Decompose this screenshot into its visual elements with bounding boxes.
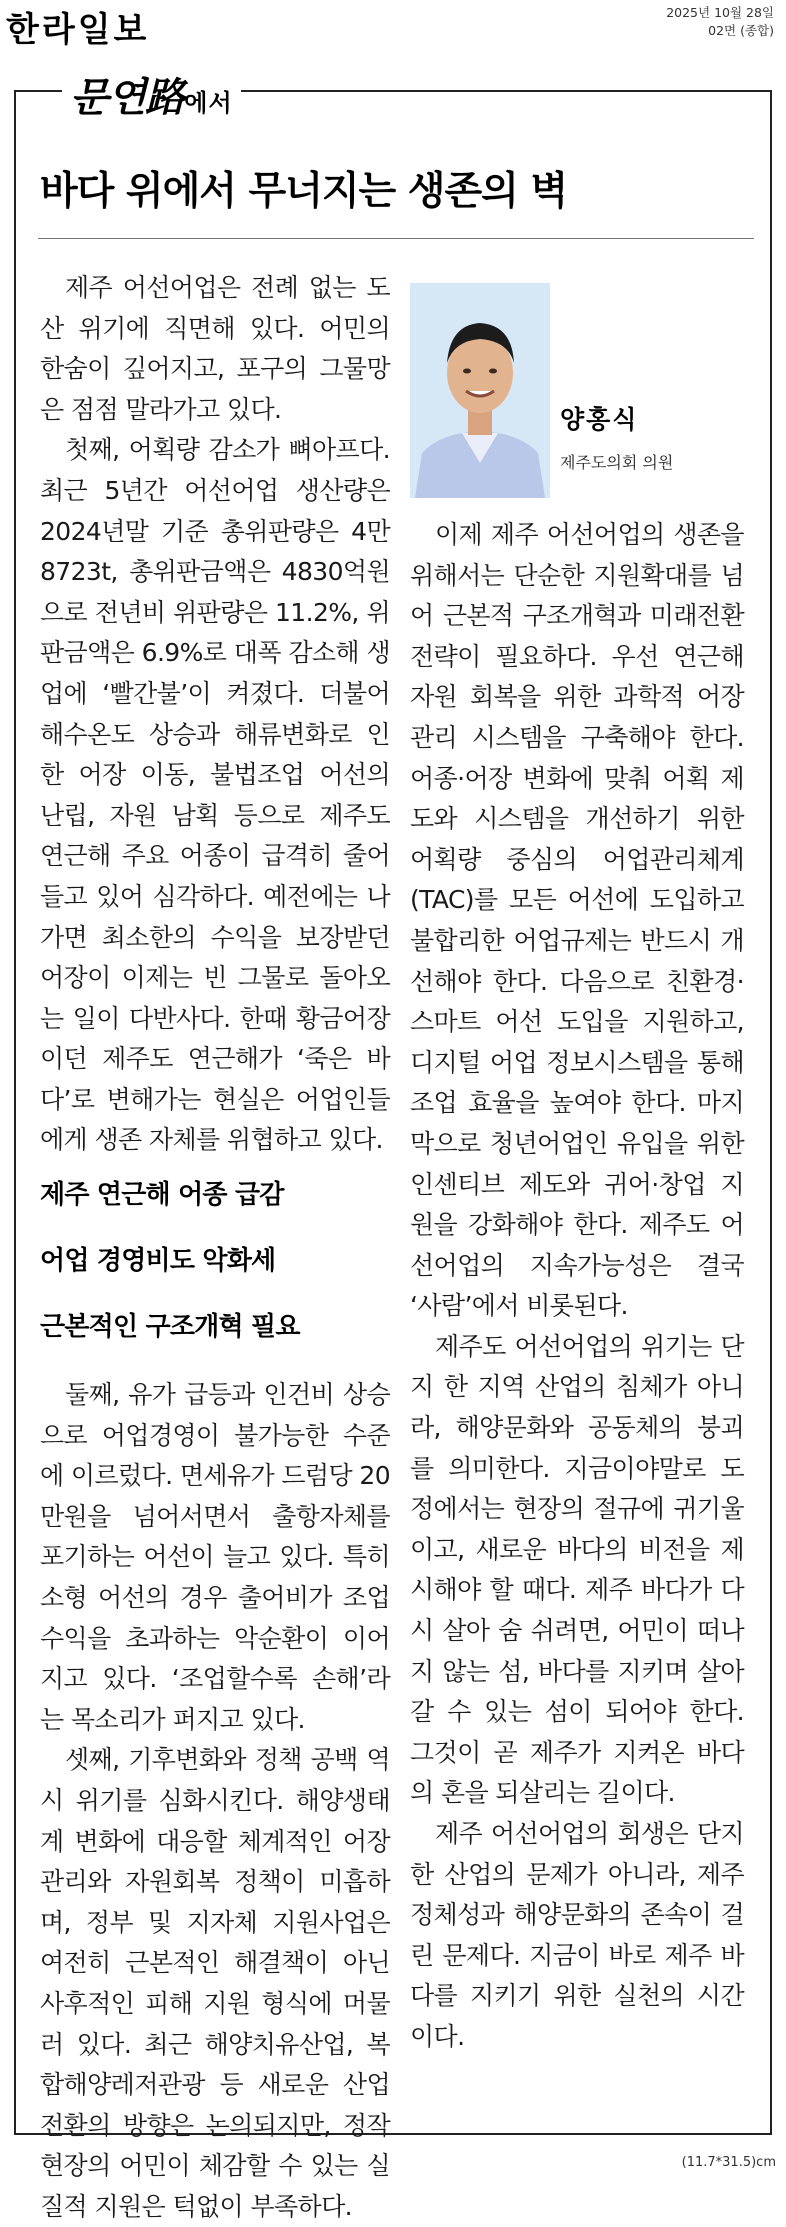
dateline bbox=[666, 4, 774, 40]
column-suffix: 에서 bbox=[184, 88, 233, 117]
paragraph: 둘째, 유가 급등과 인건비 상승으로 어업경영이 불가능한 수준에 이르렀다. 면세유가 드럼당 20만원을 넘어서면서 출항자체를 포기하는 어선이 늘고 있다. 특히 소형 어선의 경우 출어비가 조업 수익을 초과하는 악순환이 이어지고 있다. ‘조업할수록 손해’라는 목소리가 퍼지고 있다. bbox=[40, 1380, 390, 1734]
paragraph: 제주도 어선어업의 위기는 단지 한 지역 산업의 침체가 아니라, 해양문화와 공동체의 붕괴를 의미한다. 지금이야말로 도정에서는 현장의 절규에 귀기울이고, 새로운 바다의 비전을 제시해야 할 때다. 제주 바다가 다시 살아 숨 쉬려면, 어민이 떠나지 않는 섬, 바다를 지키며 살아갈 수 있는 섬이 되어야 한다. 그것이 곧 제주가 지켜온 바다의 혼을 되살리는 길이다. bbox=[410, 1331, 744, 1808]
subheadline: 근본적인 구조개혁 필요 bbox=[40, 1312, 300, 1342]
paragraph: 셋째, 기후변화와 정책 공백 역시 위기를 심화시킨다. 해양생태계 변화에 대응할 체계적인 어장관리와 자원회복 정책이 미흡하며, 정부 및 지자체 지원사업은 여전히 근본적인 해결책이 아닌 사후적인 피해 지원 형식에 머물러 있다. 최근 해양치유산업, 복합해양레저관광 등 새로운 산업 전환의 방향은 논의되지만, 정작 현장의 어민이 체감할 수 있는 실질적 지원은 턱없이 부족하다. bbox=[40, 1745, 390, 2221]
page-section: 02면 (종합) bbox=[708, 23, 774, 38]
paragraph: 제주 어선어업의 회생은 단지 한 산업의 문제가 아니라, 제주 정체성과 해양문화의 존속이 걸린 문제다. 지금이 바로 제주 바다를 지키기 위한 실천의 시간이다. bbox=[410, 1819, 744, 2051]
masthead-logo: 한라일보 bbox=[6, 10, 150, 50]
paragraph: 제주 어선어업은 전례 없는 도산 위기에 직면해 있다. 어민의 한숨이 깊어지고, 포구의 그물망은 점점 말라가고 있다. bbox=[40, 273, 390, 424]
headline: 바다 위에서 무너지는 생존의 벽 bbox=[40, 168, 568, 214]
subheadline: 제주 연근해 어종 급감 bbox=[40, 1180, 284, 1210]
author-byline bbox=[560, 400, 673, 473]
author-portrait-illustration bbox=[410, 283, 550, 498]
paragraph: 첫째, 어획량 감소가 뼈아프다. 최근 5년간 어선어업 생산량은 2024년말 기준 총위판량은 4만8723t, 총위판금액은 4830억원으로 전년비 위판량은 11.2%, 위판금액은 6.9%로 대폭 감소해 생업에 ‘빨간불’이 켜졌다. 더불어 해수온도 상승과 해류변화로 인한 어장 이동, 불법조업 어선의 난립, 자원 남획 등으로 제주도 연근해 주요 어종이 급격히 줄어들고 있어 심각하다. 예전에는 나가면 최소한의 수익을 보장받던 어장이 이제는 빈 그물로 돌아오는 일이 다반사다. 한때 황금어장이던 제주도 연근해가 ‘죽은 바다’로 변해가는 현실은 어업인들에게 생존 자체를 위협하고 있다. bbox=[40, 435, 390, 1155]
body-column-left-top bbox=[40, 268, 390, 1161]
author-photo bbox=[410, 283, 550, 498]
body-column-left-bottom bbox=[40, 1375, 390, 2227]
headline-divider bbox=[38, 238, 754, 239]
subheadline: 어업 경영비도 악화세 bbox=[40, 1246, 276, 1276]
subheadline-block bbox=[40, 1162, 390, 1360]
article-size-note: (11.7*31.5)cm bbox=[681, 2155, 776, 2170]
paragraph: 이제 제주 어선어업의 생존을 위해서는 단순한 지원확대를 넘어 근본적 구조개혁과 미래전환 전략이 필요하다. 우선 연근해 자원 회복을 위한 과학적 어장 관리 시스템을 구축해야 한다. 어종·어장 변화에 맞춰 어획 제도와 시스템을 개선하기 위한 어획량 중심의 어업관리체계(TAC)를 모든 어선에 도입하고 불합리한 어업규제는 반드시 개선해야 한다. 다음으로 친환경·스마트 어선 도입을 지원하고, 디지털 어업 정보시스템을 통해 조업 효율을 높여야 한다. 마지막으로 청년어업인 유입을 위한 인센티브 제도와 귀어·창업 지원을 강화해야 한다. 제주도 어선어업의 지속가능성은 결국 ‘사람’에서 비롯된다. bbox=[410, 520, 744, 1321]
author-title: 제주도의회 의원 bbox=[560, 453, 674, 472]
column-label bbox=[62, 66, 241, 123]
body-column-right bbox=[410, 515, 744, 2058]
author-name: 양홍식 bbox=[560, 405, 639, 434]
column-title: 문연路 bbox=[70, 74, 185, 121]
issue-date: 2025년 10월 28일 bbox=[666, 5, 774, 20]
